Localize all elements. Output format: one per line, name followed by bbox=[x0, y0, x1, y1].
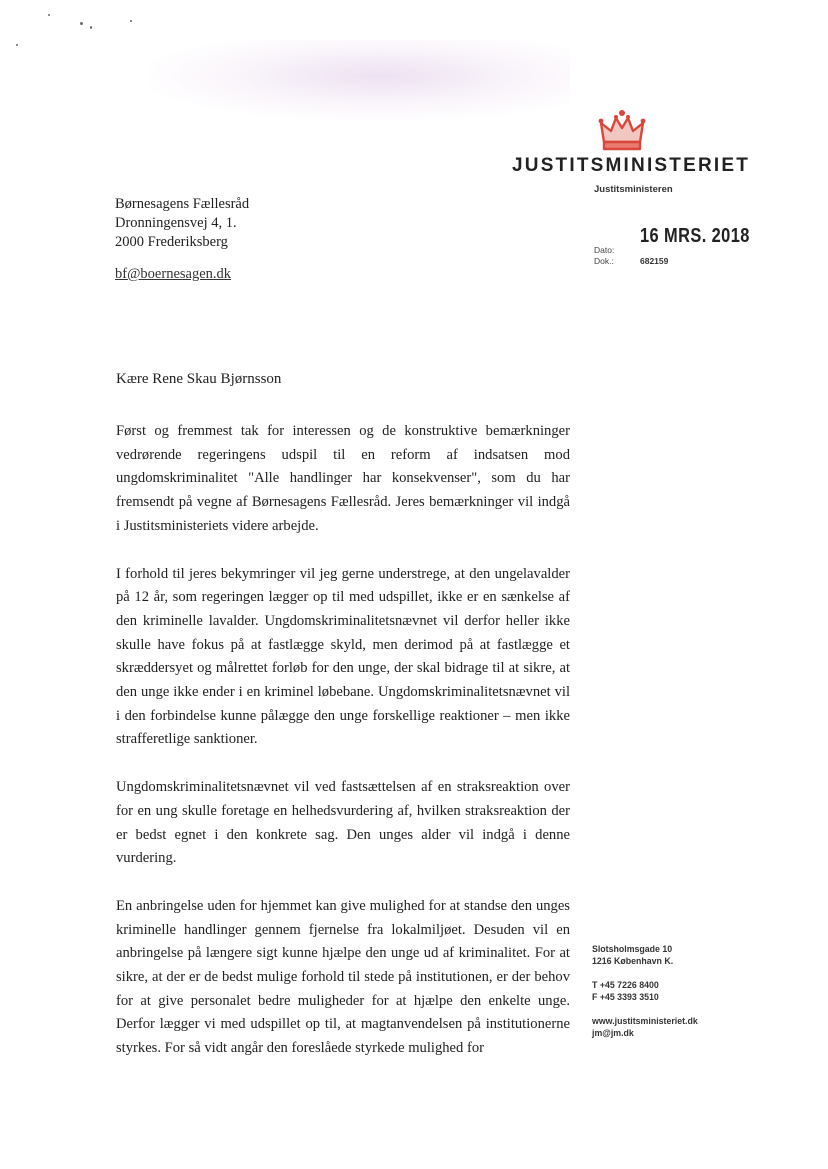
spacer bbox=[592, 967, 698, 979]
body-paragraph: Ungdomskriminalitetsnævnet vil ved fastsættelsen af en straksreaktion over for en ung skulle foretage en helhedsvurdering af, hvilken straksreaktion der er bedst egnet i den konkrete sag. Den unges alder vil indgå i denne vurdering. bbox=[116, 779, 570, 867]
website-link[interactable]: www.justitsministeriet.dk bbox=[592, 1016, 698, 1026]
scan-speck bbox=[130, 20, 132, 22]
ministry-contact-block bbox=[592, 943, 698, 1039]
ministry-name: JUSTITSMINISTERIET bbox=[512, 155, 751, 176]
spacer bbox=[592, 1003, 698, 1015]
recipient-line: Børnesagens Fællesråd bbox=[115, 196, 250, 212]
phone-number: T +45 7226 8400 bbox=[592, 980, 659, 990]
address-street: Slotsholmsgade 10 bbox=[592, 944, 673, 954]
body-paragraph: En anbringelse uden for hjemmet kan give mulighed for at standse den unges kriminelle handlinger gennem fjernelse fra lokalmiljøet. Desuden vil en anbringelse på længere sigt kunne hjælpe den unge ud af kriminalitet. For at sikre, at der er de bedst mulige forhold til stede på institutionen, er der behov for at give personalet bedre muligheder for at hjælpe den enkelte unge. Derfor lægger vi med udspillet op til, at magtanvendelsen på institutionerne styrkes. For så vidt angår den foreslåede styrkede mulighed for bbox=[116, 897, 570, 1057]
crown-icon bbox=[596, 108, 648, 154]
address-city: 1216 København K. bbox=[592, 956, 674, 966]
recipient-address bbox=[115, 195, 249, 252]
scan-speck bbox=[16, 44, 18, 46]
letter-body bbox=[116, 420, 570, 1085]
body-paragraph: Først og fremmest tak for interessen og de konstruktive bemærkninger vedrørende regeringens udspil til en reform af indsatsen mod ungdomskriminalitet "Alle handlinger har konsekvenser", som du har fremsendt på vegne af Børnesagens Fællesråd. Jeres bemærkninger vil indgå i Justitsministeriets videre arbejde. bbox=[116, 423, 570, 534]
date-stamp: 16 MRS. 2018 bbox=[640, 225, 750, 247]
doc-label: Dok.: bbox=[594, 256, 614, 266]
fax-number: F +45 3393 3510 bbox=[592, 992, 659, 1002]
body-paragraph: I forhold til jeres bekymringer vil jeg gerne understrege, at den ungelavalder på 12 år, som regeringen lægger op til med udspillet, ikke er en sænkelse af den kriminelle lavalder. Ungdomskriminalitetsnævnet vil derfor heller ikke skulle have fokus på at fastlægge skyld, men derimod på at fastlægge et skræddersyet og målrettet forløb for den unge, der skal bidrage til at sikre, at den unge ikke ender i en kriminel løbebane. Ungdomskriminalitetsnævnet vil i den forbindelse kunne pålægge den unge forskellige reaktioner – men ikke strafferetlige sanktioner. bbox=[116, 565, 570, 748]
ministry-subtitle: Justitsministeren bbox=[594, 184, 673, 195]
scan-speck bbox=[48, 14, 50, 16]
recipient-email-link[interactable]: bf@boernesagen.dk bbox=[115, 266, 232, 282]
contact-email-link[interactable]: jm@jm.dk bbox=[592, 1028, 634, 1038]
recipient-line: 2000 Frederiksberg bbox=[115, 234, 228, 250]
scan-speck bbox=[90, 26, 92, 29]
paper-smudge bbox=[150, 40, 570, 120]
salutation: Kære Rene Skau Bjørnsson bbox=[116, 371, 282, 387]
doc-number: 682159 bbox=[640, 256, 669, 266]
scan-speck bbox=[80, 22, 83, 25]
recipient-line: Dronningensvej 4, 1. bbox=[115, 215, 237, 231]
date-label: Dato: bbox=[594, 245, 615, 255]
